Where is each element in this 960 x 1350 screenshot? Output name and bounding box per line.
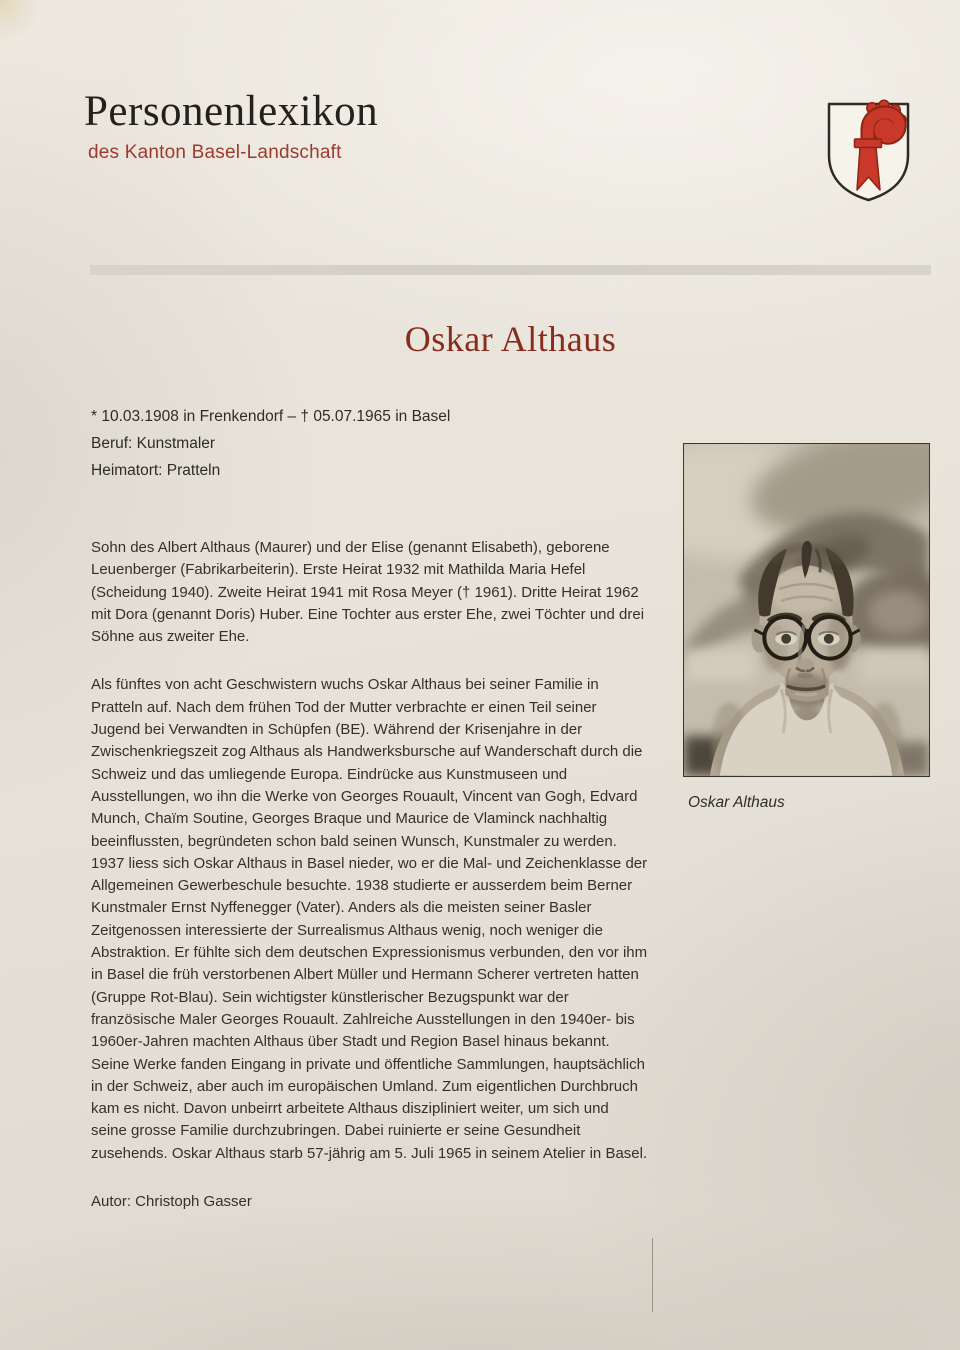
author-line: Autor: Christoph Gasser <box>91 1193 252 1211</box>
meta-life-dates: * 10.03.1908 in Frenkendorf – † 05.07.1965 in Basel <box>91 408 451 425</box>
portrait-photo-illustration <box>684 444 929 776</box>
paper-crease <box>652 1238 653 1312</box>
paragraph-biography: Als fünftes von acht Geschwistern wuchs Oskar Althaus bei seiner Familie in Pratteln auf. Nach dem frühen Tod der Mutter verbrachte er einen Teil seiner Jugend bei Verwandten in Schüpfen (BE). Während der Krisenjahre in der Zwischenkriegszeit zog Althaus als Handwerksbursche auf Wanderschaft durch die Schweiz und das umliegende Europa. Eindrücke aus Kunstmuseen und Ausstellungen, wo ihn die Werke von Georges Rouault, Vincent van Gogh, Edvard Munch, Chaïm Soutine, Georges Braque und Maurice de Vlaminck nachhaltig beeinflussten, begründeten schon bald seinen Wunsch, Kunstmaler zu werden. 1937 liess sich Oskar Althaus in Basel nieder, wo er die Mal- und Zeichenklasse der Allgemeinen Gewerbeschule besuchte. 1938 studierte er ausserdem beim Berner Kunstmaler Ernst Nyffenegger (Vater). Anders als die meisten seiner Basler Zeitgenossen interessierte der Surrealismus Althaus wenig, noch weniger die Abstraktion. Er fühlte sich dem deutschen Expressionismus verbunden, den vor ihm in Basel die früh verstorbenen Albert Müller und Hermann Scherer vertreten hatten (Gruppe Rot-Blau). Sein wichtigster künstlerischer Bezugspunkt war der französische Maler Georges Rouault. Zahlreiche Ausstellungen in den 1940er- bis 1960er-Jahren machten Althaus über Stadt und Region Basel hinaus bekannt. Seine Werke fanden Eingang in private und öffentliche Sammlungen, hauptsächlich in der Schweiz, aber auch im europäischen Umland. Zum eigentlichen Durchbruch kam es nicht. Davon unbeirrt arbeitete Althaus diszipliniert weiter, um sich und seine grosse Familie durchzubringen. Dabei ruinierte er seine Gesundheit zusehends. Oskar Althaus starb 57-jährig am 5. Juli 1965 in seinem Atelier in Basel. <box>91 676 648 1162</box>
article-title: Oskar Althaus <box>404 319 617 359</box>
paragraph-family: Sohn des Albert Althaus (Maurer) und der Elise (genannt Elisabeth), geborene Leuenberger (Fabrikarbeiterin). Erste Heirat 1932 mit Mathilda Maria Hefel (Scheidung 1940). Zweite Heirat 1941 mit Rosa Meyer († 1961). Dritte Heirat 1962 mit Dora (genannt Doris) Huber. Eine Tochter aus erster Ehe, zwei Töchter und drei Söhne aus zweiter Ehe. <box>91 539 645 646</box>
section-divider <box>90 265 931 275</box>
page-title: Personenlexikon <box>84 88 379 135</box>
portrait-figure <box>683 443 930 812</box>
page-subtitle: des Kanton Basel-Landschaft <box>88 142 342 163</box>
basel-landschaft-crest-icon <box>822 97 915 207</box>
meta-profession: Beruf: Kunstmaler <box>91 435 216 452</box>
meta-heimatort: Heimatort: Pratteln <box>91 462 221 479</box>
photo-caption: Oskar Althaus <box>688 794 785 811</box>
person-meta <box>91 403 450 484</box>
portrait-photo <box>683 443 930 777</box>
article-body <box>91 537 648 1213</box>
